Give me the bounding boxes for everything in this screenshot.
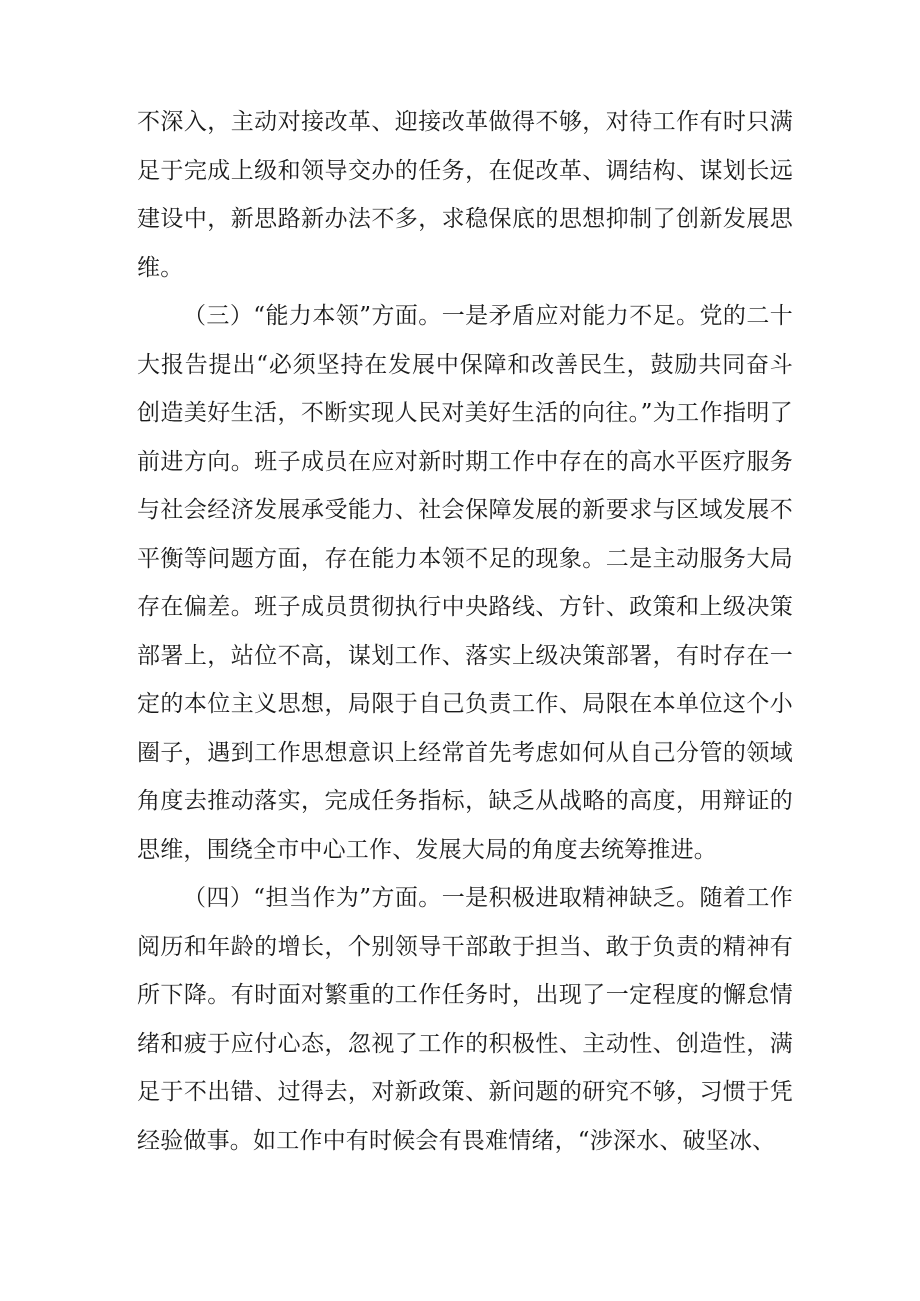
paragraph-ability-section: （三）“能力本领”方面。一是矛盾应对能力不足。党的二十大报告提出“必须坚持在发展中保障和改善民生，鼓励共同奋斗创造美好生活，不断实现人民对美好生活的向往。”为工作指明了前进方向。班子成员在应对新时期工作中存在的高水平医疗服务与社会经济发展承受能力、社会保障发展的新要求与区域发展不平衡等问题方面，存在能力本领不足的现象。二是主动服务大局存在偏差。班子成员贯彻执行中央路线、方针、政策和上级决策部署上，站位不高，谋划工作、落实上级决策部署，有时存在一定的本位主义思想，局限于自己负责工作、局限在本单位这个小圈子，遇到工作思想意识上经常首先考虑如何从自己分管的领域角度去推动落实，完成任务指标，缺乏从战略的高度，用辩证的思维，围绕全市中心工作、发展大局的角度去统筹推进。 xyxy=(137,303,793,863)
document-body xyxy=(137,98,793,1165)
paragraph-responsibility-section: （四）“担当作为”方面。一是积极进取精神缺乏。随着工作阅历和年龄的增长，个别领导干部敢于担当、敢于负责的精神有所下降。有时面对繁重的工作任务时，出现了一定程度的懈怠情绪和疲于应付心态，忽视了工作的积极性、主动性、创造性，满足于不出错、过得去，对新政策、新问题的研究不够，习惯于凭经验做事。如工作中有时候会有畏难情绪，“涉深水、破坚冰、 xyxy=(137,885,793,1154)
paragraph-continuation: 不深入，主动对接改革、迎接改革做得不够，对待工作有时只满足于完成上级和领导交办的任务，在促改革、调结构、谋划长远建设中，新思路新办法不多，求稳保底的思想抑制了创新发展思维。 xyxy=(137,109,793,281)
